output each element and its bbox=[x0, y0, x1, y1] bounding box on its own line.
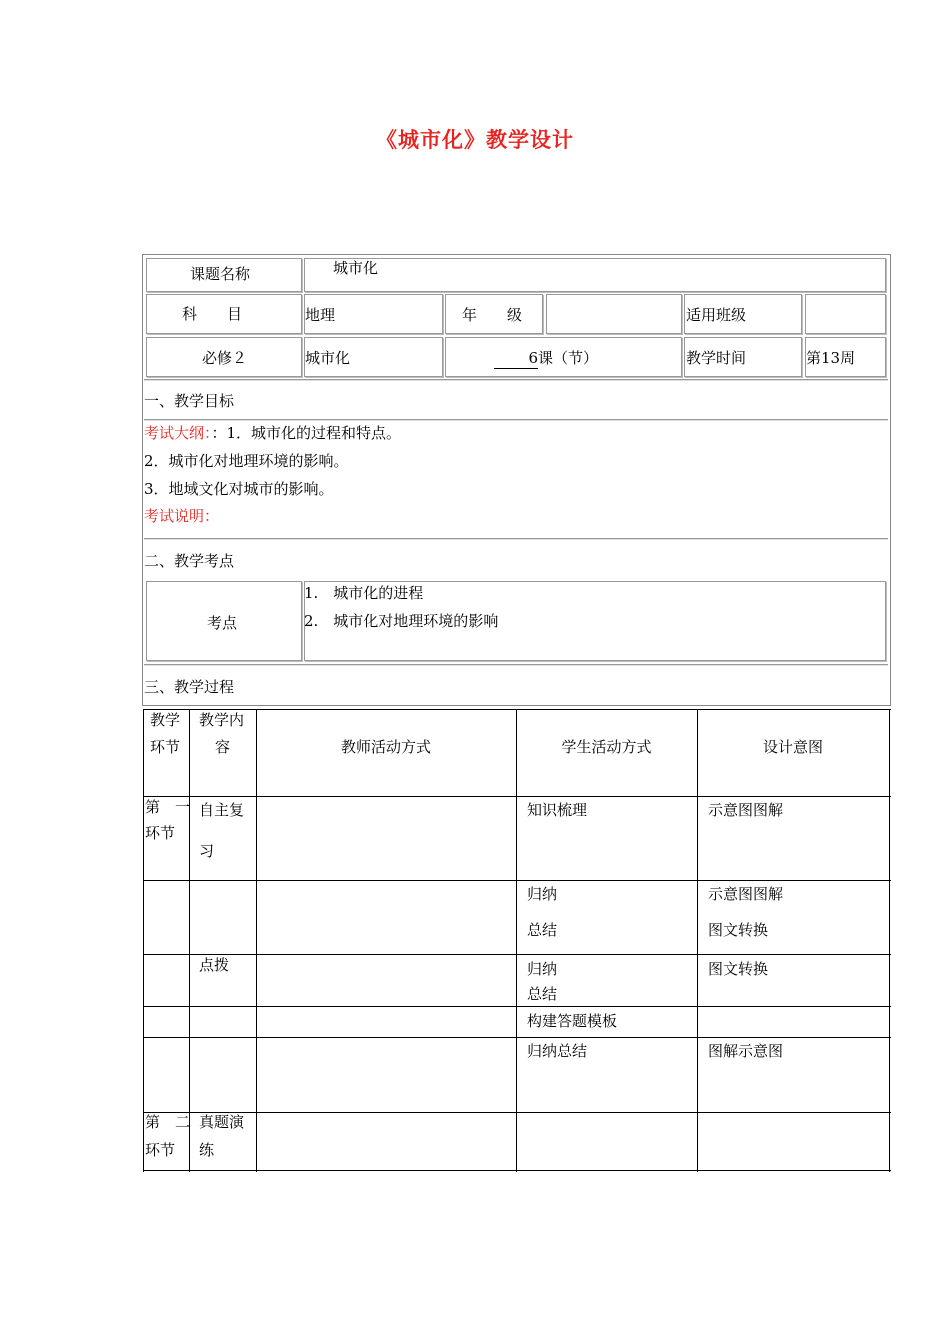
exam-outline-item-3: 3．地域文化对城市的影响。 bbox=[144, 480, 334, 498]
exam-outline-label: 考试大纲： bbox=[144, 424, 212, 442]
row2-student-2: 总结 bbox=[527, 921, 558, 939]
row1-content-1: 自主复 bbox=[199, 801, 245, 819]
row3-student-1: 归纳 bbox=[527, 960, 558, 978]
topic-value-cell bbox=[304, 258, 886, 292]
row1-stage-2: 环节 bbox=[145, 824, 176, 842]
grid-line bbox=[143, 1037, 891, 1038]
exam-explain-label: 考试说明： bbox=[144, 507, 220, 525]
exam-outline-item-1: ：1．城市化的过程和特点。 bbox=[211, 424, 402, 442]
class-value-cell bbox=[805, 294, 886, 334]
row6-stage-2: 环节 bbox=[145, 1141, 176, 1159]
lesson-count-suffix: 课（节） bbox=[538, 349, 599, 367]
row6-content-1: 真题演 bbox=[199, 1113, 245, 1131]
header-content-2: 容 bbox=[215, 738, 231, 756]
divider bbox=[144, 419, 888, 421]
header-content-1: 教学内 bbox=[199, 711, 245, 729]
class-label: 适用班级 bbox=[686, 306, 747, 324]
lesson-count-value: 6 bbox=[494, 349, 538, 369]
subject-value: 地理 bbox=[305, 306, 336, 324]
grid-line bbox=[143, 1170, 891, 1171]
exam-outline-line bbox=[144, 423, 401, 443]
row2-intent-2: 图文转换 bbox=[708, 921, 769, 939]
grid-line bbox=[143, 709, 891, 710]
keypoint-label: 考点 bbox=[207, 614, 238, 632]
header-stage-1: 教学 bbox=[150, 711, 181, 729]
row5-student: 归纳总结 bbox=[527, 1042, 588, 1060]
header-student: 学生活动方式 bbox=[561, 738, 652, 756]
grid-line bbox=[143, 954, 891, 955]
grid-line bbox=[697, 709, 698, 1172]
keypoint-item-1: 1. 城市化的进程 bbox=[304, 584, 424, 602]
grade-value-cell bbox=[546, 294, 682, 334]
lesson-count bbox=[494, 348, 598, 369]
grid-line bbox=[889, 709, 890, 1172]
time-label: 教学时间 bbox=[686, 349, 747, 367]
grid-line bbox=[143, 1006, 891, 1007]
divider bbox=[144, 538, 888, 540]
section2-heading: 二、教学考点 bbox=[144, 552, 235, 570]
header-intent: 设计意图 bbox=[762, 738, 823, 756]
row2-student-1: 归纳 bbox=[527, 885, 558, 903]
topic-value: 城市化 bbox=[333, 259, 379, 277]
header-teacher: 教师活动方式 bbox=[340, 738, 431, 756]
row4-student: 构建答题模板 bbox=[527, 1012, 618, 1030]
subject-label: 科 目 bbox=[182, 305, 243, 323]
topic-label: 课题名称 bbox=[190, 265, 251, 283]
row3-student-2: 总结 bbox=[527, 985, 558, 1003]
grid-line bbox=[516, 709, 517, 1172]
grid-line bbox=[143, 1112, 891, 1113]
row3-content: 点拨 bbox=[199, 956, 230, 974]
grid-line bbox=[143, 880, 891, 881]
grid-line bbox=[143, 709, 144, 1172]
row2-intent-1: 示意图图解 bbox=[708, 885, 784, 903]
time-value: 第13周 bbox=[806, 349, 856, 367]
row1-intent: 示意图图解 bbox=[708, 801, 784, 819]
divider bbox=[144, 664, 888, 666]
row5-intent: 图解示意图 bbox=[708, 1042, 784, 1060]
grid-line bbox=[256, 709, 257, 1172]
grid-line bbox=[143, 796, 891, 797]
divider bbox=[144, 379, 888, 381]
row1-stage-1: 第 一 bbox=[145, 798, 191, 816]
document-title: 《城市化》教学设计 bbox=[376, 127, 574, 152]
row1-content-2: 习 bbox=[199, 842, 215, 860]
row6-content-2: 练 bbox=[199, 1141, 215, 1159]
exam-outline-item-2: 2．城市化对地理环境的影响。 bbox=[144, 452, 349, 470]
section3-heading: 三、教学过程 bbox=[144, 678, 235, 696]
grade-label: 年 级 bbox=[462, 306, 523, 324]
grid-line bbox=[189, 709, 190, 1172]
row3-intent: 图文转换 bbox=[708, 960, 769, 978]
process-table bbox=[143, 709, 891, 1172]
keypoint-item-2: 2. 城市化对地理环境的影响 bbox=[304, 612, 499, 630]
row6-stage-1: 第 二 bbox=[145, 1113, 191, 1131]
header-stage-2: 环节 bbox=[150, 738, 181, 756]
row1-student: 知识梳理 bbox=[527, 801, 588, 819]
module-value: 城市化 bbox=[305, 349, 351, 367]
module-label: 必修２ bbox=[202, 349, 248, 367]
section1-heading: 一、教学目标 bbox=[144, 392, 235, 410]
